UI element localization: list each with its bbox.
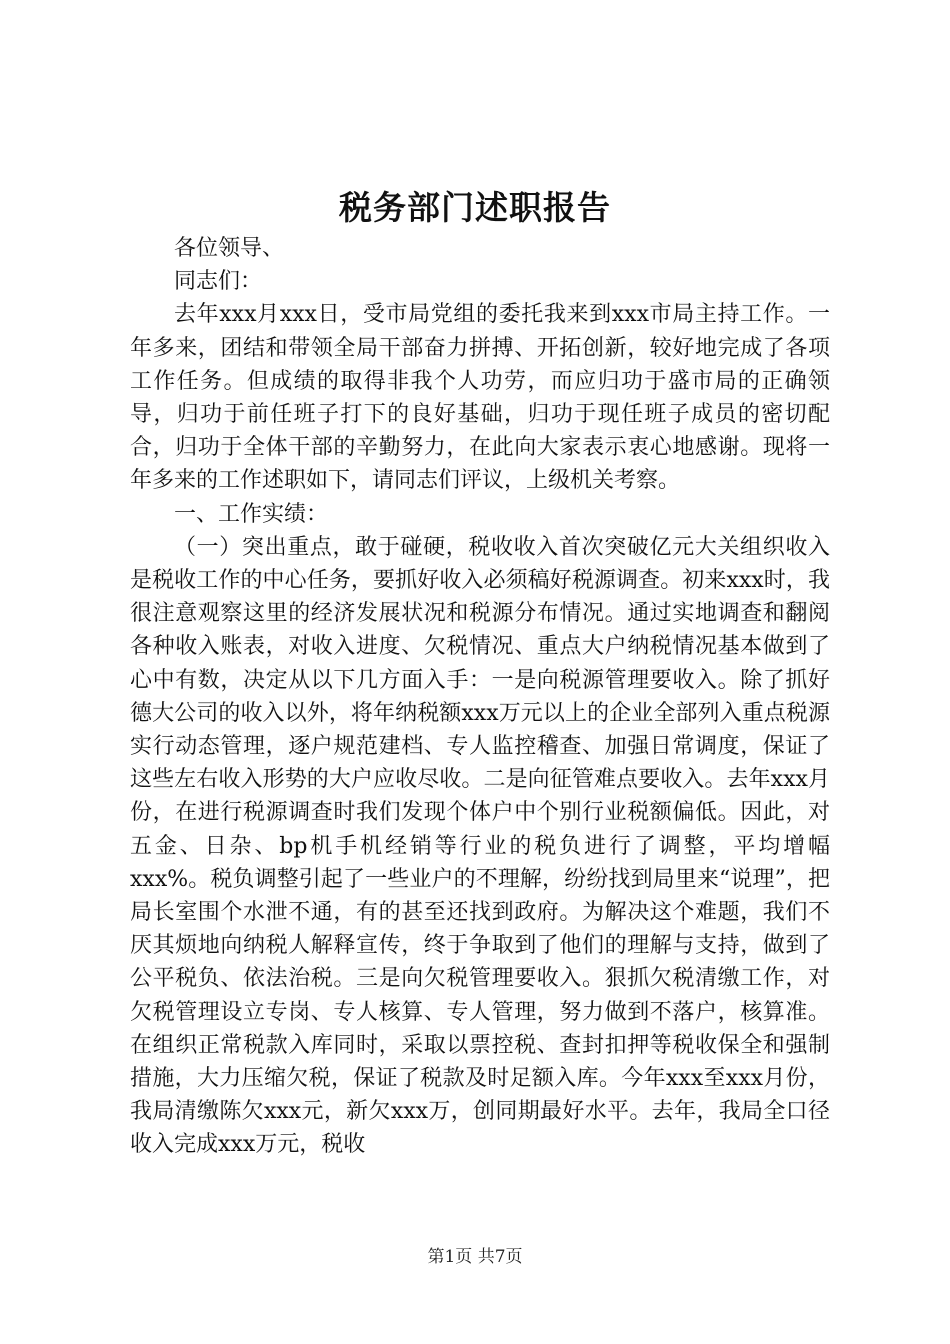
document-title: 税务部门述职报告	[339, 188, 611, 227]
page-number-footer: 第1页 共7页	[427, 1247, 523, 1267]
intro-paragraph: 去年xxx月xxx日，受市局党组的委托我来到xxx市局主持工作。一年多来，团结和带领全局干部奋力拼搏、开拓创新，较好地完成了各项工作任务。但成绩的取得非我个人功劳，而应归功于盛市局的正确领导，归功于前任班子打下的良好基础，归功于现任班子成员的密切配合，归功于全体干部的辛勤努力，在此向大家表示衷心地感谢。现将一年多来的工作述职如下，请同志们评议，上级机关考察。	[130, 302, 830, 494]
section-heading-achievements: 一、工作实绩：	[174, 501, 329, 527]
salutation-leaders: 各位领导、	[174, 236, 285, 261]
document-body	[130, 232, 830, 1162]
achievement-paragraph-1: （一）突出重点，敢于碰硬，税收收入首次突破亿元大关组织收入是税收工作的中心任务，要抓好收入必须稿好税源调查。初来xxx时，我很注意观察这里的经济发展状况和税源分布情况。通过实地调查和翻阅各种收入账表，对收入进度、欠税情况、重点大户纳税情况基本做到了心中有数，决定从以下几方面入手：一是向税源管理要收入。除了抓好德大公司的收入以外，将年纳税额xxx万元以上的企业全部列入重点税源实行动态管理，逐户规范建档、专人监控稽查、加强日常调度，保证了这些左右收入形势的大户应收尽收。二是向征管难点要收入。去年xxx月份，在进行税源调查时我们发现个体户中个别行业税额偏低。因此，对五金、日杂、bp机手机经销等行业的税负进行了调整，平均增幅xxx%。税负调整引起了一些业户的不理解，纷纷找到局里来“说理”，把局长室围个水泄不通，有的甚至还找到政府。为解决这个难题，我们不厌其烦地向纳税人解释宣传，终于争取到了他们的理解与支持，做到了公平税负、依法治税。三是向欠税管理要收入。狠抓欠税清缴工作，对欠税管理设立专岗、专人核算、专人管理，努力做到不落户，核算准。在组织正常税款入库同时，采取以票控税、查封扣押等税收保全和强制措施，大力压缩欠税，保证了税款及时足额入库。今年xxx至xxx月份，我局清缴陈欠xxx元，新欠xxx万，创同期最好水平。去年，我局全口径收入完成xxx万元，税收	[130, 534, 830, 1158]
salutation-comrades: 同志们：	[174, 269, 263, 295]
